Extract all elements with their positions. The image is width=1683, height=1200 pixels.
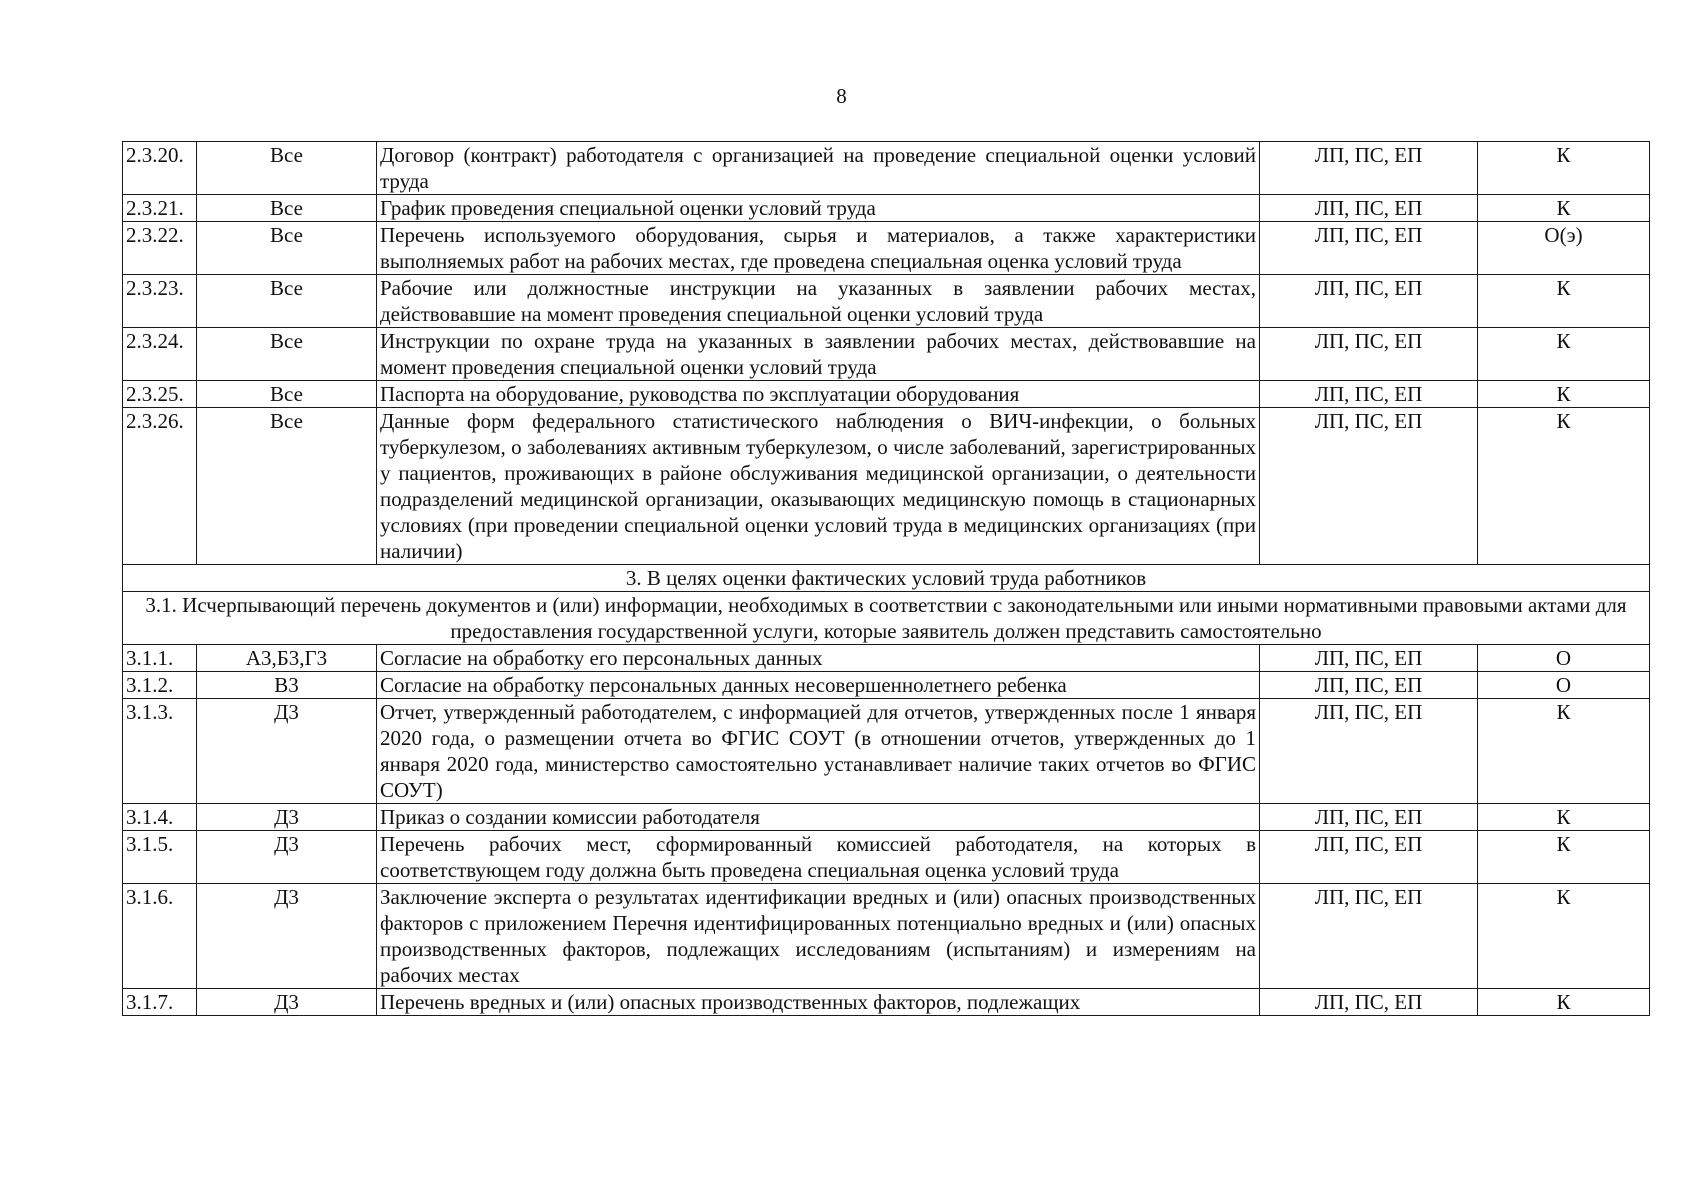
table-row bbox=[123, 381, 1650, 408]
row-applicant-category: А3,Б3,Г3 bbox=[197, 645, 377, 672]
row-document-name: Приказ о создании комиссии работодателя bbox=[377, 804, 1260, 831]
row-number: 3.1.4. bbox=[123, 804, 197, 831]
row-document-type: К bbox=[1478, 195, 1650, 222]
row-applicant-category: Все bbox=[197, 222, 377, 275]
section-subheading-row bbox=[123, 592, 1650, 645]
table-row bbox=[123, 142, 1650, 195]
row-submission-method: ЛП, ПС, ЕП bbox=[1260, 804, 1478, 831]
row-number: 3.1.1. bbox=[123, 645, 197, 672]
table-row bbox=[123, 672, 1650, 699]
section-heading-row bbox=[123, 565, 1650, 592]
row-number: 2.3.24. bbox=[123, 328, 197, 381]
row-document-name: Перечень вредных и (или) опасных производственных факторов, подлежащих bbox=[377, 989, 1260, 1016]
row-document-type: К bbox=[1478, 328, 1650, 381]
table-row bbox=[123, 699, 1650, 804]
row-document-name: Данные форм федерального статистического наблюдения о ВИЧ-инфекции, о больных туберкулезом, о заболеваниях активным туберкулезом, о числе заболеваний, зарегистрированных у пациентов, проживающих в районе обслуживания медицинской организации, о деятельности подразделений медицинской организации, оказывающих медицинскую помощь в стационарных условиях (при проведении специальной оценки условий труда в медицинских организациях (при наличии) bbox=[377, 408, 1260, 565]
row-applicant-category: Все bbox=[197, 408, 377, 565]
row-applicant-category: Д3 bbox=[197, 884, 377, 989]
table-row bbox=[123, 645, 1650, 672]
row-number: 3.1.3. bbox=[123, 699, 197, 804]
table-row bbox=[123, 804, 1650, 831]
row-document-type: К bbox=[1478, 408, 1650, 565]
row-document-type: К bbox=[1478, 381, 1650, 408]
row-document-type: К bbox=[1478, 142, 1650, 195]
row-document-name: Паспорта на оборудование, руководства по эксплуатации оборудования bbox=[377, 381, 1260, 408]
row-submission-method: ЛП, ПС, ЕП bbox=[1260, 328, 1478, 381]
row-document-name: Договор (контракт) работодателя с организацией на проведение специальной оценки условий труда bbox=[377, 142, 1260, 195]
row-submission-method: ЛП, ПС, ЕП bbox=[1260, 831, 1478, 884]
row-document-type: О bbox=[1478, 645, 1650, 672]
page-number: 8 bbox=[836, 84, 847, 108]
table-row bbox=[123, 275, 1650, 328]
row-submission-method: ЛП, ПС, ЕП bbox=[1260, 381, 1478, 408]
row-applicant-category: Д3 bbox=[197, 804, 377, 831]
documents-table bbox=[122, 141, 1650, 1016]
row-submission-method: ЛП, ПС, ЕП bbox=[1260, 672, 1478, 699]
row-applicant-category: В3 bbox=[197, 672, 377, 699]
row-number: 3.1.5. bbox=[123, 831, 197, 884]
table-row bbox=[123, 884, 1650, 989]
table-row bbox=[123, 222, 1650, 275]
row-document-type: К bbox=[1478, 804, 1650, 831]
row-document-type: О(э) bbox=[1478, 222, 1650, 275]
table-row bbox=[123, 831, 1650, 884]
row-submission-method: ЛП, ПС, ЕП bbox=[1260, 645, 1478, 672]
row-submission-method: ЛП, ПС, ЕП bbox=[1260, 884, 1478, 989]
row-applicant-category: Все bbox=[197, 275, 377, 328]
row-number: 3.1.7. bbox=[123, 989, 197, 1016]
row-applicant-category: Д3 bbox=[197, 989, 377, 1016]
row-applicant-category: Все bbox=[197, 328, 377, 381]
row-document-type: К bbox=[1478, 699, 1650, 804]
row-document-type: К bbox=[1478, 831, 1650, 884]
row-number: 2.3.26. bbox=[123, 408, 197, 565]
row-document-name: График проведения специальной оценки условий труда bbox=[377, 195, 1260, 222]
row-document-type: К bbox=[1478, 884, 1650, 989]
row-number: 3.1.2. bbox=[123, 672, 197, 699]
row-number: 2.3.23. bbox=[123, 275, 197, 328]
row-document-name: Перечень рабочих мест, сформированный комиссией работодателя, на которых в соответствующем году должна быть проведена специальная оценка условий труда bbox=[377, 831, 1260, 884]
row-submission-method: ЛП, ПС, ЕП bbox=[1260, 699, 1478, 804]
row-document-name: Рабочие или должностные инструкции на указанных в заявлении рабочих местах, действовавшие на момент проведения специальной оценки условий труда bbox=[377, 275, 1260, 328]
section-heading: 3. В целях оценки фактических условий труда работников bbox=[123, 565, 1650, 592]
row-applicant-category: Все bbox=[197, 142, 377, 195]
table-row bbox=[123, 328, 1650, 381]
row-submission-method: ЛП, ПС, ЕП bbox=[1260, 195, 1478, 222]
row-applicant-category: Все bbox=[197, 381, 377, 408]
row-document-type: К bbox=[1478, 275, 1650, 328]
row-submission-method: ЛП, ПС, ЕП bbox=[1260, 989, 1478, 1016]
row-submission-method: ЛП, ПС, ЕП bbox=[1260, 408, 1478, 565]
row-submission-method: ЛП, ПС, ЕП bbox=[1260, 275, 1478, 328]
row-document-name: Согласие на обработку его персональных данных bbox=[377, 645, 1260, 672]
row-number: 3.1.6. bbox=[123, 884, 197, 989]
row-document-type: О bbox=[1478, 672, 1650, 699]
table-row bbox=[123, 989, 1650, 1016]
row-submission-method: ЛП, ПС, ЕП bbox=[1260, 222, 1478, 275]
row-document-type: К bbox=[1478, 989, 1650, 1016]
row-document-name: Перечень используемого оборудования, сырья и материалов, а также характеристики выполняемых работ на рабочих местах, где проведена специальная оценка условий труда bbox=[377, 222, 1260, 275]
row-applicant-category: Все bbox=[197, 195, 377, 222]
row-applicant-category: Д3 bbox=[197, 699, 377, 804]
row-submission-method: ЛП, ПС, ЕП bbox=[1260, 142, 1478, 195]
row-document-name: Инструкции по охране труда на указанных в заявлении рабочих местах, действовавшие на момент проведения специальной оценки условий труда bbox=[377, 328, 1260, 381]
documents-table-body bbox=[123, 142, 1650, 1016]
row-number: 2.3.25. bbox=[123, 381, 197, 408]
section-subheading: 3.1. Исчерпывающий перечень документов и (или) информации, необходимых в соответствии с законодательными или иными нормативными правовыми актами для предоставления государственной услуги, которые заявитель должен представить самостоятельно bbox=[123, 592, 1650, 645]
row-document-name: Заключение эксперта о результатах идентификации вредных и (или) опасных производственных факторов с приложением Перечня идентифицированных потенциально вредных и (или) опасных производственных факторов, подлежащих исследованиям (испытаниям) и измерениям на рабочих местах bbox=[377, 884, 1260, 989]
row-document-name: Отчет, утвержденный работодателем, с информацией для отчетов, утвержденных после 1 января 2020 года, о размещении отчета во ФГИС СОУТ (в отношении отчетов, утвержденных до 1 января 2020 года, министерство самостоятельно устанавливает наличие таких отчетов во ФГИС СОУТ) bbox=[377, 699, 1260, 804]
row-number: 2.3.20. bbox=[123, 142, 197, 195]
table-row bbox=[123, 195, 1650, 222]
row-applicant-category: Д3 bbox=[197, 831, 377, 884]
table-row bbox=[123, 408, 1650, 565]
row-document-name: Согласие на обработку персональных данных несовершеннолетнего ребенка bbox=[377, 672, 1260, 699]
row-number: 2.3.21. bbox=[123, 195, 197, 222]
row-number: 2.3.22. bbox=[123, 222, 197, 275]
